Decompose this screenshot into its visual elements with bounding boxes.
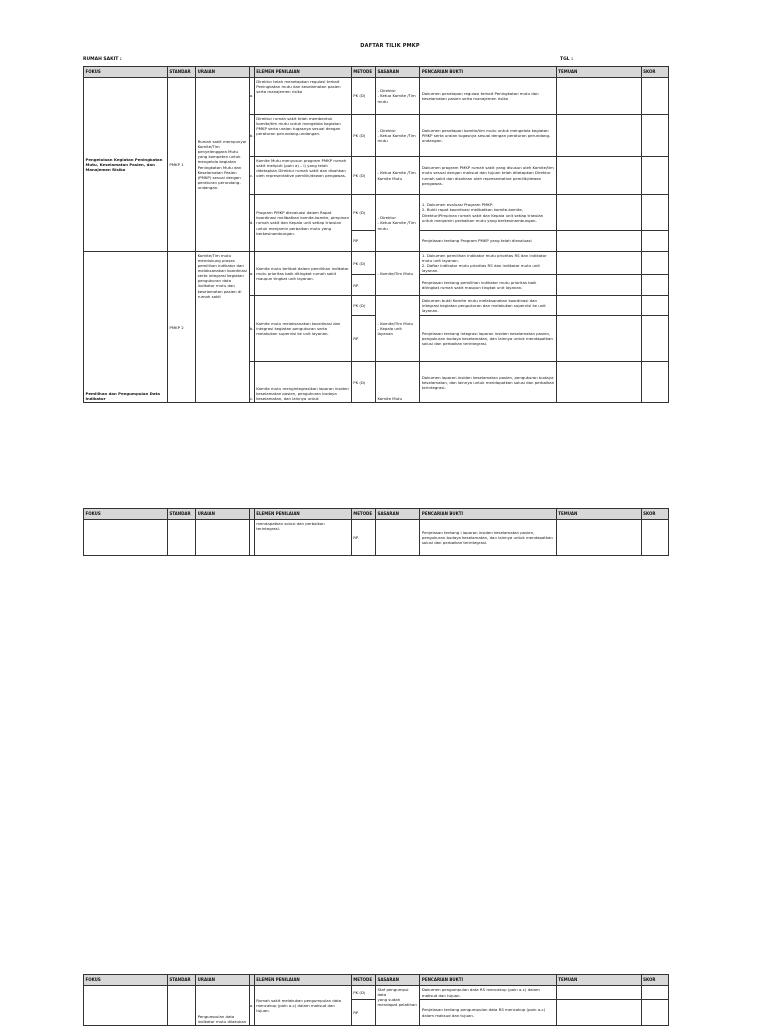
fokus-cell: Pemilihan dan Pengumpulan Data Indikator bbox=[84, 252, 168, 403]
table-row bbox=[84, 986, 669, 1000]
bukti-cell: 1. Dokumen pemilihan indikator mutu prioritas RS dan indikator mutu unit layanan. 2. Daftar indikator mutu prioritas RS dan indikator mutu unit layanan. bbox=[420, 252, 556, 275]
rumah-sakit-label: RUMAH SAKIT : bbox=[83, 57, 122, 62]
table-header-row bbox=[84, 67, 669, 78]
sasaran-cell: - Direktur - Ketua Komite /Tim mutu bbox=[375, 195, 419, 252]
standar-cell bbox=[167, 986, 195, 1026]
bukti-cell: Penjelasan tentang pemilihan indikator mutu prioritas baik ditingkat rumah sakit maupun tingkat unit layanan. bbox=[420, 275, 556, 296]
checklist-table-2 bbox=[83, 508, 669, 556]
temuan-cell[interactable] bbox=[556, 157, 641, 195]
temuan-cell[interactable] bbox=[556, 296, 641, 316]
bukti-cell: Dokumen penetapan regulasi terkait Peningkatan mutu dan keselamatan pasien serta manajemen risiko bbox=[420, 78, 556, 115]
header-metode: METODE bbox=[351, 509, 375, 520]
temuan-cell[interactable] bbox=[556, 986, 641, 1000]
header-skor: SKOR bbox=[641, 975, 668, 986]
metode-cell: RP bbox=[351, 316, 375, 362]
metode-cell: RP bbox=[351, 231, 375, 252]
header-standar: STANDAR bbox=[167, 975, 195, 986]
header-fokus: FOKUS bbox=[84, 67, 168, 78]
uraian-cell: Komite/Tim mutu mendukung proses pemilihan indikator dan melaksanakan koordinasi serta integrasi kegiatan pengukuran data indikator mutu dan keselamatan pasien di rumah sakit bbox=[196, 252, 250, 403]
table-header-row bbox=[84, 975, 669, 986]
header-metode: METODE bbox=[351, 67, 375, 78]
bukti-cell: Penjelasan tentang integrasi laporan insiden keselamatan pasien, pengukuran budaya keselamatan, dan lainnya untuk mendapatkan solusi dan perbaikan terintegrasi. bbox=[420, 316, 556, 362]
metode-cell: PK (D) bbox=[351, 986, 375, 1000]
header-elemen: ELEMEN PENILAIAN bbox=[254, 67, 351, 78]
temuan-cell[interactable] bbox=[556, 1000, 641, 1026]
uraian-cell bbox=[196, 520, 250, 556]
temuan-cell[interactable] bbox=[556, 195, 641, 231]
elemen-cell: mendapatkan solusi dan perbaikan terintegrasi. bbox=[254, 520, 351, 556]
header-bukti: PENCARIAN BUKTI bbox=[420, 509, 556, 520]
header-sasaran: SASARAN bbox=[375, 67, 419, 78]
elemen-cell: Komite mutu mengintegrasikan laporan insiden keselamatan pasien, pengukuran budaya keselamatan, dan lainnya untuk bbox=[254, 362, 351, 403]
temuan-cell[interactable] bbox=[556, 115, 641, 157]
bukti-cell: Dokumen laporan insiden keselamatan pasien, pengukuran budaya keselamatan, dan lainnya untuk mendapatkan solusi dan perbaikan terintegrasi. bbox=[420, 362, 556, 403]
elemen-cell: Program PMKP dievaluasi dalam Rapat koordinasi melibatkan komite-komite, pimpinan rumah sakit dan Kepala unit setiap triwulan untuk menjamin perbaikan mutu yang berkesinambungan. bbox=[254, 195, 351, 252]
sasaran-cell bbox=[375, 520, 419, 556]
row-number: d. bbox=[249, 195, 254, 252]
header-uraian: URAIAN bbox=[196, 67, 250, 78]
elemen-cell: Direktur rumah sakit telah membentuk komite/tim mutu untuk mengelola kegiatan PMKP serta uraian tugasnya sesuai dengan peraturan perundang-undangan. bbox=[254, 115, 351, 157]
standar-cell: PMKP 2 bbox=[167, 252, 195, 403]
elemen-cell: Komite Mutu menyusun program PMKP rumah sakit meliputi (poin a) – i) yang telah ditetapkan Direktur rumah sakit dan disahkan oleh representative pemilik/dewan pengawas. bbox=[254, 157, 351, 195]
sasaran-cell: - Komite/Tim Mutu - Kepala unit layanan bbox=[375, 296, 419, 362]
temuan-cell[interactable] bbox=[556, 520, 641, 556]
skor-cell[interactable] bbox=[641, 1000, 668, 1026]
sasaran-cell: - Komite/Tim Mutu bbox=[375, 252, 419, 296]
standar-cell bbox=[167, 520, 195, 556]
header-fokus: FOKUS bbox=[84, 975, 168, 986]
tgl-label: TGL : bbox=[560, 57, 573, 62]
header-standar: STANDAR bbox=[167, 67, 195, 78]
metode-cell: PK (D) bbox=[351, 157, 375, 195]
uraian-cell: Pengumpulan data indikator mutu dilakukan bbox=[196, 986, 250, 1026]
table-header-row bbox=[84, 509, 669, 520]
checklist-table-3 bbox=[83, 974, 669, 1026]
header-elemen: ELEMEN PENILAIAN bbox=[254, 509, 351, 520]
metode-cell: PK (D) bbox=[351, 252, 375, 275]
temuan-cell[interactable] bbox=[556, 362, 641, 403]
elemen-cell: Rumah sakit melakukan pengumpulan data mencakup (poin a-c) dalam maksud dan tujuan. bbox=[254, 986, 351, 1026]
skor-cell[interactable] bbox=[641, 231, 668, 252]
row-number: c. bbox=[249, 157, 254, 195]
bukti-cell: Dokumen pengumpulan data RS mencakup (poin a-c) dalam maksud dan tujuan. bbox=[420, 986, 556, 1000]
header-bukti: PENCARIAN BUKTI bbox=[420, 67, 556, 78]
header-sasaran: SASARAN bbox=[375, 509, 419, 520]
metode-cell: PK (D) bbox=[351, 115, 375, 157]
table-row bbox=[84, 78, 669, 115]
header-elemen: ELEMEN PENILAIAN bbox=[254, 975, 351, 986]
bukti-cell: Penjelasan tentang pengumpulan data RS mencakup (poin a-c) dalam maksud dan tujuan. bbox=[420, 1000, 556, 1026]
skor-cell[interactable] bbox=[641, 296, 668, 316]
elemen-cell: Komite mutu terlibat dalam pemilihan indikator mutu prioritas baik ditingkat rumah sakit maupun tingkat unit layanan. bbox=[254, 252, 351, 296]
bukti-cell: Penjelasan tentang i laporan insiden keselamatan pasien, pengukuran budaya keselamatan, dan lainnya untuk mendapatkan solusi dan perbaikan terintegrasi. bbox=[420, 520, 556, 556]
skor-cell[interactable] bbox=[641, 986, 668, 1000]
temuan-cell[interactable] bbox=[556, 78, 641, 115]
skor-cell[interactable] bbox=[641, 115, 668, 157]
temuan-cell[interactable] bbox=[556, 252, 641, 275]
fokus-cell bbox=[84, 520, 168, 556]
header-sasaran: SASARAN bbox=[375, 975, 419, 986]
bukti-cell: Dokumen penetapan komite/tim mutu untuk mengelola kegiatan PMKP serta uraian tugasnya sesuai dengan peraturan perundang-undangan. bbox=[420, 115, 556, 157]
metode-cell: PK (D) bbox=[351, 78, 375, 115]
page-title: DAFTAR TILIK PMKP bbox=[360, 43, 420, 49]
row-number: a. bbox=[249, 986, 254, 1026]
skor-cell[interactable] bbox=[641, 316, 668, 362]
temuan-cell[interactable] bbox=[556, 231, 641, 252]
header-temuan: TEMUAN bbox=[556, 509, 641, 520]
fokus-cell: Pengelolaan Kegiatan Peningkatan Mutu, Keselamatan Pasien, dan Manajemen Risiko bbox=[84, 78, 168, 252]
skor-cell[interactable] bbox=[641, 195, 668, 231]
metode-cell: RP bbox=[351, 1000, 375, 1026]
metode-cell: RP bbox=[351, 275, 375, 296]
elemen-cell: Direktur telah menetapkan regulasi terkait Peningkatan mutu dan keselamatan pasien serta manajemen risiko bbox=[254, 78, 351, 115]
header-bukti: PENCARIAN BUKTI bbox=[420, 975, 556, 986]
table-row bbox=[84, 252, 669, 275]
header-skor: SKOR bbox=[641, 509, 668, 520]
temuan-cell[interactable] bbox=[556, 316, 641, 362]
sasaran-cell: - Direktur - Ketua Komite /Tim mutu bbox=[375, 115, 419, 157]
header-temuan: TEMUAN bbox=[556, 67, 641, 78]
header-skor: SKOR bbox=[641, 67, 668, 78]
bukti-cell: Dokumen bukti Komite mutu melaksanakan koordinasi dan integrasi kegiatan pengukuran dan melakukan supervisi ke unit layanan. bbox=[420, 296, 556, 316]
skor-cell[interactable] bbox=[641, 520, 668, 556]
skor-cell[interactable] bbox=[641, 275, 668, 296]
header-uraian: URAIAN bbox=[196, 509, 250, 520]
sasaran-cell: Komite Mutu bbox=[375, 362, 419, 403]
fokus-cell bbox=[84, 986, 168, 1026]
metode-cell: PK (D) bbox=[351, 296, 375, 316]
sasaran-cell: Staf pengumpul data yang sudah mendapat pelatihan bbox=[375, 986, 419, 1026]
row-number: c. bbox=[249, 362, 254, 403]
metode-cell: RP bbox=[351, 520, 375, 556]
metode-cell: PK (D) bbox=[351, 195, 375, 231]
elemen-cell: Komite mutu melaksanakan koordinasi dan integrasi kegiatan pengukuran serta melakukan supervisi ke unit layanan. bbox=[254, 296, 351, 362]
header-temuan: TEMUAN bbox=[556, 975, 641, 986]
temuan-cell[interactable] bbox=[556, 275, 641, 296]
skor-cell[interactable] bbox=[641, 157, 668, 195]
skor-cell[interactable] bbox=[641, 252, 668, 275]
table-row bbox=[84, 520, 669, 556]
skor-cell[interactable] bbox=[641, 362, 668, 403]
row-number: b. bbox=[249, 296, 254, 362]
row-number: a. bbox=[249, 252, 254, 296]
uraian-cell: Rumah sakit mempunyai Komite/Tim penyelenggara Mutu yang kompeten untuk mengelola kegiatan Peningkatan Mutu dan Keselamatan Pasien (PMKP) sesuai dengan peraturan perundang-undangan. bbox=[196, 78, 250, 252]
row-number: a. bbox=[249, 78, 254, 115]
bukti-cell: Penjelasan tentang Program PMKP yang telah dievaluasi bbox=[420, 231, 556, 252]
row-number: b. bbox=[249, 115, 254, 157]
header-fokus: FOKUS bbox=[84, 509, 168, 520]
checklist-table-1 bbox=[83, 66, 669, 403]
standar-cell: PMKP 1 bbox=[167, 78, 195, 252]
bukti-cell: 1. Dokumen evaluasi Program PMKP. 2. Bukti rapat koordinasi melibatkan komite-komite, Direktur/Pimpinan rumah sakit dan Kepala unit setiap triwulan untuk menjamin perbaikan mutu yang berkesinambungan. bbox=[420, 195, 556, 231]
metode-cell: PK (D) bbox=[351, 362, 375, 403]
sasaran-cell: - Ketua Komite /Tim Komite Mutu bbox=[375, 157, 419, 195]
bukti-cell: Dokumen program PMKP rumah sakit yang disusun oleh Komite/tim mutu sesuai dengan maksud dan tujuan telah ditetapkan Direktur rumah sakit dan disahkan oleh representative pemilik/dewan pengawas. bbox=[420, 157, 556, 195]
header-metode: METODE bbox=[351, 975, 375, 986]
header-standar: STANDAR bbox=[167, 509, 195, 520]
sasaran-cell: - Direktur - Ketua Komite /Tim mutu bbox=[375, 78, 419, 115]
skor-cell[interactable] bbox=[641, 78, 668, 115]
header-uraian: URAIAN bbox=[196, 975, 250, 986]
